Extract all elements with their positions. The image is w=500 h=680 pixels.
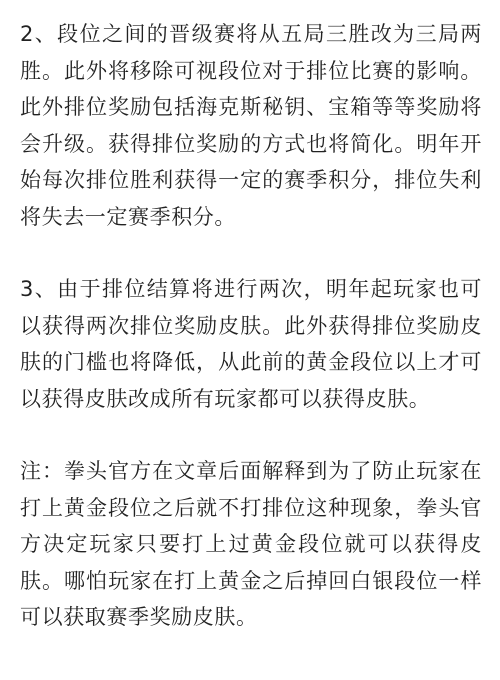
paragraph-note-riot-explanation: 注：拳头官方在文章后面解释到为了防止玩家在打上黄金段位之后就不打排位这种现象，拳头官方决定玩家只要打上过黄金段位就可以获得皮肤。哪怕玩家在打上黄金之后掉回白银段位一样可以获取赛季奖励皮肤。 xyxy=(20,459,482,629)
paragraph-ranked-reward-skins: 3、由于排位结算将进行两次，明年起玩家也可以获得两次排位奖励皮肤。此外获得排位奖励皮肤的门槛也将降低，从此前的黄金段位以上才可以获得皮肤改成所有玩家都可以获得皮肤。 xyxy=(20,277,482,411)
paragraph-ranked-promotion-changes: 2、段位之间的晋级赛将从五局三胜改为三局两胜。此外将移除可视段位对于排位比赛的影响。此外排位奖励包括海克斯秘钥、宝箱等等奖励将会升级。获得排位奖励的方式也将简化。明年开始每次排位胜利获得一定的赛季积分，排位失利将失去一定赛季积分。 xyxy=(20,22,482,229)
